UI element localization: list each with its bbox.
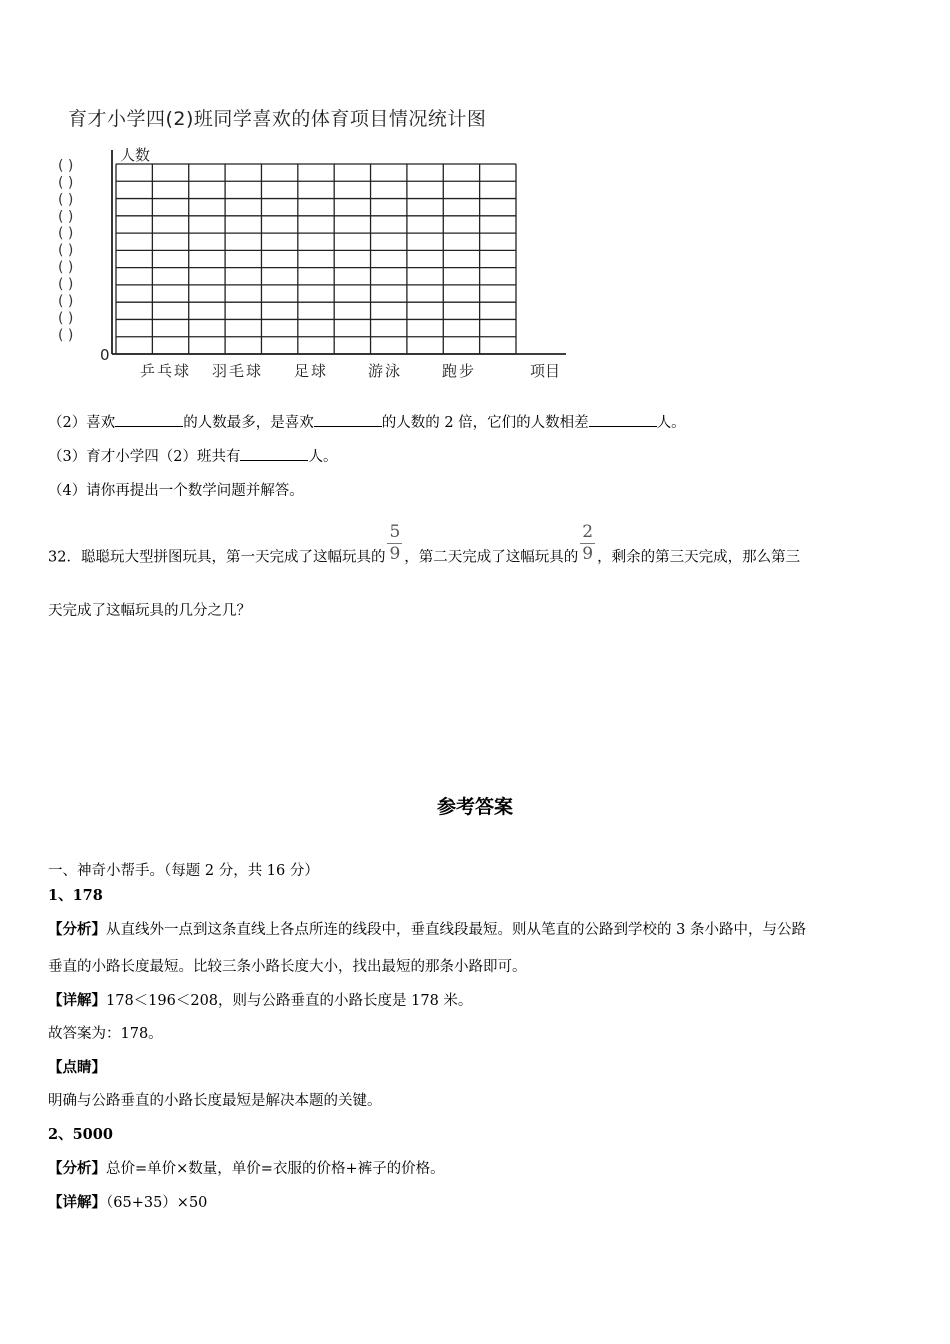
detail-tag: 【详解】 <box>48 992 106 1009</box>
q3-text-1: （3）育才小学四（2）班共有 <box>48 449 241 465</box>
point-tag: 【点睛】 <box>48 1059 106 1076</box>
bar-chart <box>50 140 580 385</box>
x-axis-label: 项目 <box>530 362 561 380</box>
y-tick-label: ( ) <box>58 242 74 259</box>
q2-text-3: 的人数的 2 倍，它们的人数相差 <box>381 415 589 431</box>
answer-1-analysis <box>48 918 806 939</box>
q2-text-1: （2）喜欢 <box>48 415 116 431</box>
x-category-labels <box>140 362 476 380</box>
answers-heading: 参考答案 <box>436 796 513 818</box>
analysis-tag: 【分析】 <box>48 921 106 938</box>
origin-label: 0 <box>100 346 110 364</box>
question-32-line-2: 天完成了这幅玩具的几分之几？ <box>48 603 251 619</box>
q3-text-2: 人。 <box>308 449 338 465</box>
fraction-numerator: 5 <box>389 522 401 542</box>
q32-text-1: 32．聪聪玩大型拼图玩具，第一天完成了这幅玩具的 <box>48 549 386 566</box>
y-tick-label: ( ) <box>58 293 74 310</box>
fraction-5-9 <box>387 524 402 563</box>
answer-blank[interactable] <box>589 425 657 427</box>
fraction-numerator: 2 <box>582 522 594 542</box>
answer-1-final: 故答案为：178。 <box>48 1026 163 1042</box>
fraction-denominator: 9 <box>582 544 594 564</box>
question-2 <box>48 411 686 432</box>
y-axis-label: 人数 <box>120 146 151 164</box>
y-tick-label: ( ) <box>58 259 74 276</box>
answer-2-analysis <box>48 1157 445 1178</box>
fraction-2-9 <box>580 524 595 563</box>
answer-2-detail <box>48 1191 207 1212</box>
answer-1-number: 1、178 <box>48 887 103 904</box>
q2-text-4: 人。 <box>656 415 686 431</box>
y-tick-label: ( ) <box>58 208 74 225</box>
y-tick-label: ( ) <box>58 225 74 242</box>
question-4: （4）请你再提出一个数学问题并解答。 <box>48 483 304 499</box>
q2-text-2: 的人数最多，是喜欢 <box>183 415 314 431</box>
x-category-label: 足球 <box>294 362 329 380</box>
analysis-text: 从直线外一点到这条直线上各点所连的线段中，垂直线段最短。则从笔直的公路到学校的 3 条小路中，与公路 <box>106 922 806 938</box>
q32-text-2: ，第二天完成了这幅玩具的 <box>404 549 579 566</box>
question-32 <box>48 522 801 577</box>
x-category-label: 跑步 <box>442 362 477 380</box>
detail-text: （65+35）×50 <box>106 1195 208 1211</box>
answer-1-point: 明确与公路垂直的小路长度最短是解决本题的关键。 <box>48 1093 382 1109</box>
question-3 <box>48 445 337 466</box>
analysis-tag: 【分析】 <box>48 1160 106 1177</box>
answer-2-number: 2、5000 <box>48 1126 113 1143</box>
answer-blank[interactable] <box>115 425 183 427</box>
answer-1-detail <box>48 989 472 1010</box>
answer-blank[interactable] <box>240 459 308 461</box>
analysis-text: 总价=单价×数量，单价=衣服的价格+裤子的价格。 <box>106 1161 445 1177</box>
y-tick-label: ( ) <box>58 310 74 327</box>
answer-1-analysis-line-2: 垂直的小路长度最短。比较三条小路长度大小，找出最短的那条小路即可。 <box>48 959 527 975</box>
x-category-label: 羽毛球 <box>212 362 264 380</box>
fraction-denominator: 9 <box>389 544 401 564</box>
y-tick-labels <box>58 158 73 343</box>
y-tick-label: ( ) <box>58 174 74 191</box>
detail-text: 178＜196＜208，则与公路垂直的小路长度是 178 米。 <box>106 993 473 1009</box>
detail-tag: 【详解】 <box>48 1194 106 1211</box>
q32-text-3: ，剩余的第三天完成，那么第三 <box>597 549 801 566</box>
x-category-label: 游泳 <box>368 362 403 380</box>
x-category-label: 乒乓球 <box>140 362 192 380</box>
chart-title: 育才小学四(2)班同学喜欢的体育项目情况统计图 <box>68 108 487 130</box>
y-tick-label: ( ) <box>58 158 74 174</box>
y-tick-label: ( ) <box>58 327 74 344</box>
y-tick-label: ( ) <box>58 276 74 293</box>
y-tick-label: ( ) <box>58 191 74 208</box>
answer-blank[interactable] <box>314 425 382 427</box>
chart-grid <box>112 150 566 354</box>
section-1-title: 一、神奇小帮手。（每题 2 分，共 16 分） <box>48 863 319 879</box>
